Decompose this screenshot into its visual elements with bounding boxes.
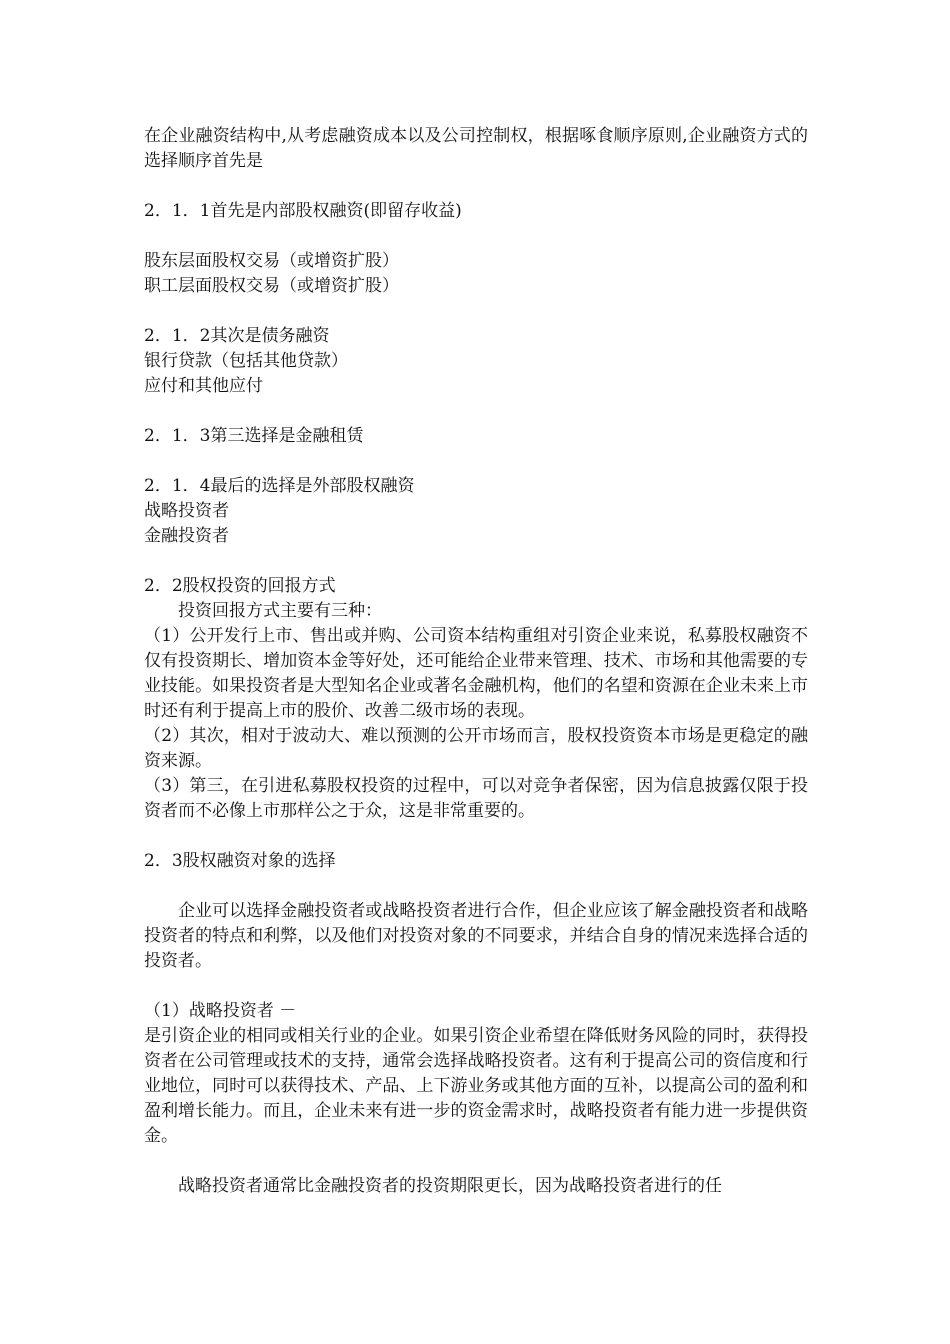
paragraph: （1）公开发行上市、售出或并购、公司资本结构重组对引资企业来说，私募股权融资不仅有投资期长、增加资本金等好处，还可能给企业带来管理、技术、市场和其他需要的专业技能。如果投资者是大型知名企业或著名金融机构，他们的名望和资源在企业未来上市时还有利于提高上市的股价、改善二级市场的表现。 bbox=[144, 626, 808, 721]
list-item: 战略投资者 bbox=[144, 501, 229, 521]
paragraph: （2）其次，相对于波动大、难以预测的公开市场而言，股权投资资本市场是更稳定的融资来源。 bbox=[144, 726, 808, 771]
spacer bbox=[144, 974, 808, 999]
subheading-strategic-investor: （1）战略投资者 － bbox=[144, 1001, 297, 1021]
list-item: 职工层面股权交易（或增资扩股） bbox=[144, 276, 399, 296]
paragraph: 投资回报方式主要有三种： bbox=[178, 601, 382, 621]
spacer bbox=[144, 224, 808, 249]
list-item: 应付和其他应付 bbox=[144, 376, 263, 396]
list-item: 金融投资者 bbox=[144, 526, 229, 546]
spacer bbox=[144, 449, 808, 474]
spacer bbox=[144, 824, 808, 849]
list-item: 股东层面股权交易（或增资扩股） bbox=[144, 251, 399, 271]
spacer bbox=[144, 549, 808, 574]
section-heading-2-3: 2．3股权融资对象的选择 bbox=[144, 851, 336, 871]
paragraph: （3）第三，在引进私募股权投资的过程中，可以对竞争者保密，因为信息披露仅限于投资者而不必像上市那样公之于众，这是非常重要的。 bbox=[144, 776, 808, 821]
section-heading-2-1-3: 2．1．3第三选择是金融租赁 bbox=[144, 426, 364, 446]
section-heading-2-2: 2．2股权投资的回报方式 bbox=[144, 576, 336, 596]
spacer bbox=[144, 1149, 808, 1174]
list-item: 银行贷款（包括其他贷款） bbox=[144, 351, 348, 371]
document-body bbox=[144, 124, 808, 1199]
paragraph: 企业可以选择金融投资者或战略投资者进行合作，但企业应该了解金融投资者和战略投资者的特点和利弊，以及他们对投资对象的不同要求，并结合自身的情况来选择合适的投资者。 bbox=[144, 901, 808, 971]
section-heading-2-1-4: 2．1．4最后的选择是外部股权融资 bbox=[144, 476, 415, 496]
intro-paragraph: 在企业融资结构中,从考虑融资成本以及公司控制权，根据啄食顺序原则,企业融资方式的选择顺序首先是 bbox=[144, 126, 808, 171]
section-heading-2-1-1: 2．1．1首先是内部股权融资(即留存收益) bbox=[144, 201, 462, 221]
paragraph: 战略投资者通常比金融投资者的投资期限更长，因为战略投资者进行的任 bbox=[178, 1176, 722, 1196]
paragraph: 是引资企业的相同或相关行业的企业。如果引资企业希望在降低财务风险的同时，获得投资者在公司管理或技术的支持，通常会选择战略投资者。这有利于提高公司的资信度和行业地位，同时可以获得技术、产品、上下游业务或其他方面的互补，以提高公司的盈利和盈利增长能力。而且，企业未来有进一步的资金需求时，战略投资者有能力进一步提供资金。 bbox=[144, 1026, 808, 1146]
spacer bbox=[144, 299, 808, 324]
spacer bbox=[144, 174, 808, 199]
section-heading-2-1-2: 2．1．2其次是债务融资 bbox=[144, 326, 330, 346]
spacer bbox=[144, 874, 808, 899]
spacer bbox=[144, 399, 808, 424]
